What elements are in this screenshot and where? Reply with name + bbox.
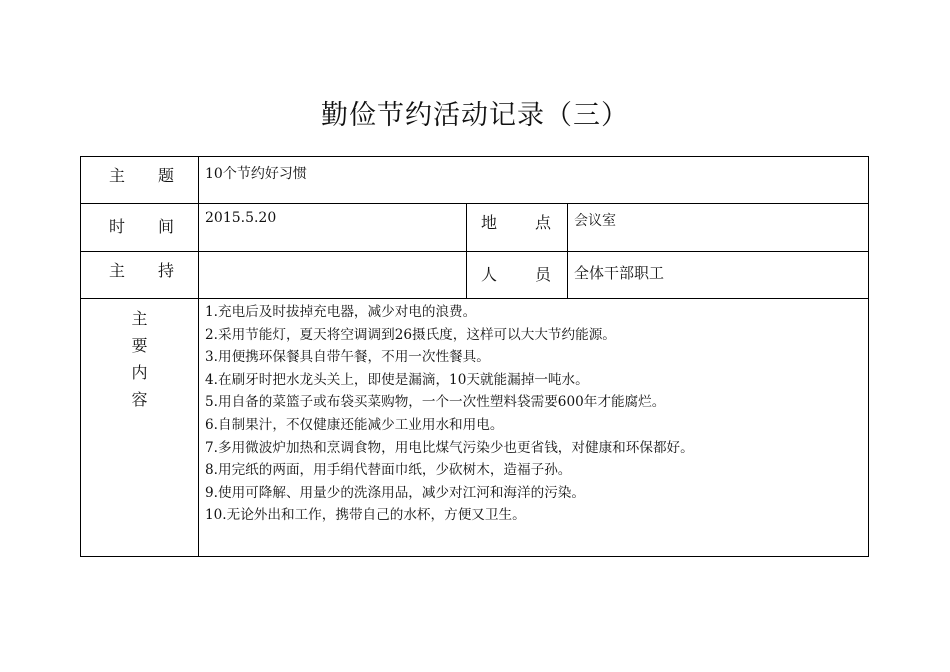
content-label-char-1: 主 — [131, 309, 148, 328]
time-label-char-1: 时 — [109, 217, 126, 236]
host-label — [81, 252, 199, 299]
topic-label — [81, 157, 199, 204]
location-label-char-1: 地 — [481, 213, 498, 232]
list-item: 2.采用节能灯，夏天将空调调到26摄氏度，这样可以大大节约能源。 — [205, 326, 616, 343]
content-label — [81, 299, 199, 557]
row-time-location — [81, 204, 869, 252]
list-item: 10.无论外出和工作，携带自己的水杯，方便又卫生。 — [205, 507, 526, 524]
row-topic — [81, 157, 869, 204]
location-label — [467, 204, 568, 252]
habit-list — [199, 299, 868, 527]
document-title: 勤俭节约活动记录（三） — [321, 100, 629, 131]
people-value: 全体干部职工 — [568, 252, 869, 299]
content-body — [199, 299, 869, 557]
content-label-char-3: 内 — [131, 363, 148, 382]
list-item: 8.用完纸的两面，用手绢代替面巾纸，少砍树木，造福子孙。 — [205, 462, 572, 479]
host-value — [199, 252, 467, 299]
list-item: 4.在刷牙时把水龙头关上，即使是漏滴，10天就能漏掉一吨水。 — [205, 371, 589, 388]
host-label-char-2: 持 — [157, 261, 174, 280]
list-item: 7.多用微波炉加热和烹调食物，用电比煤气污染少也更省钱，对健康和环保都好。 — [205, 439, 694, 456]
row-host-people — [81, 252, 869, 299]
people-label-char-2: 员 — [534, 265, 551, 284]
people-label-char-1: 人 — [481, 265, 498, 284]
list-item: 3.用便携环保餐具自带午餐，不用一次性餐具。 — [205, 349, 490, 366]
topic-label-char-1: 主 — [109, 166, 126, 185]
activity-record-table — [80, 156, 869, 557]
location-label-char-2: 点 — [534, 213, 551, 232]
host-label-char-1: 主 — [109, 261, 126, 280]
list-item: 9.使用可降解、用量少的洗涤用品，减少对江河和海洋的污染。 — [205, 484, 585, 501]
list-item: 5.用自备的菜篮子或布袋买菜购物，一个一次性塑料袋需要600年才能腐烂。 — [205, 394, 666, 411]
time-label-char-2: 间 — [157, 217, 174, 236]
location-value: 会议室 — [568, 204, 869, 252]
time-label — [81, 204, 199, 252]
row-content — [81, 299, 869, 557]
people-label — [467, 252, 568, 299]
list-item: 1.充电后及时拔掉充电器，减少对电的浪费。 — [205, 304, 477, 320]
topic-label-char-2: 题 — [157, 166, 174, 185]
list-item: 6.自制果汁，不仅健康还能减少工业用水和用电。 — [205, 416, 504, 433]
content-label-char-2: 要 — [131, 336, 148, 355]
content-label-char-4: 容 — [131, 390, 148, 409]
time-value: 2015.5.20 — [199, 204, 467, 252]
topic-value: 10个节约好习惯 — [199, 157, 869, 204]
